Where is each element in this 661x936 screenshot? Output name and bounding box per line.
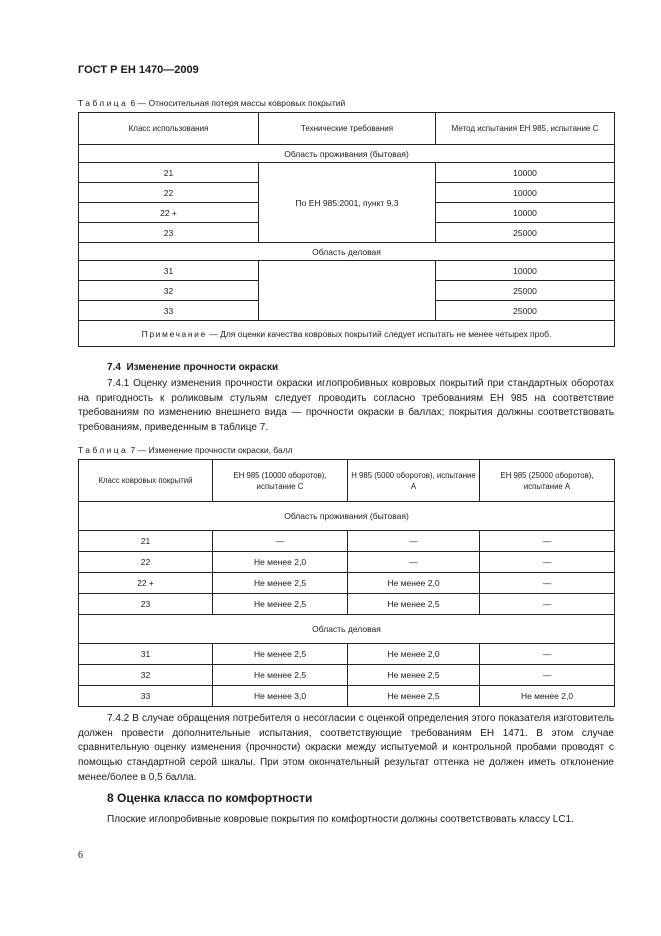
table7-cell: —: [480, 552, 615, 573]
table6-cell: 10000: [436, 183, 615, 203]
table7-cell: —: [480, 644, 615, 665]
paragraph-7-4-2: 7.4.2 В случае обращения потребителя о несогласии с оценкой определения этого показателя изготовитель должен провести дополнительные испытания, соответствующие требованиям ЕН 1471. В этом случае сравнительную оценку изменения (прочности) окраски между испытуемой и контрольной пробами проводят с помощью стандартной серой шкалы. При этом окончательный результат оттенка не должен иметь отклонение менее/более в 0,5 балла.: [78, 713, 614, 783]
page-number: 6: [78, 850, 83, 861]
table6-cell: 25000: [436, 223, 615, 243]
table6-section-business: Область деловая: [79, 243, 615, 261]
table6-section-living: Область проживания (бытовая): [79, 145, 615, 163]
table7-cell: Не менее 2,0: [213, 552, 348, 573]
section-7-4-heading: [107, 362, 278, 373]
table6-note-word: Примечание: [141, 328, 207, 339]
table6-header-requirements: Технические требования: [259, 113, 436, 145]
table6-caption-text: 6 — Относительная потеря массы ковровых покрытий: [128, 98, 346, 108]
table7-cell: Не менее 2,5: [213, 594, 348, 615]
table6-cell: 31: [79, 261, 259, 281]
table6-header-class: Класс использования: [79, 113, 259, 145]
document-id: ГОСТ Р ЕН 1470—2009: [78, 64, 199, 76]
table6-cell: 33: [79, 301, 259, 321]
table6-caption: [78, 98, 345, 108]
paragraph-7-4-1: 7.4.1 Оценку изменения прочности окраски иглопробивных ковровых покрытий при стандартных оборотах на пригодность к роликовым стульям следует проводить согласно требованиям ЕН 985 на соответствие требованиям по изменению внешнего вида — прочности окраски в баллах; покрытия должны соответствовать требованиям, приведенным в таблице 7.: [78, 378, 614, 434]
table7-cell: —: [480, 665, 615, 686]
table7-cell: —: [348, 531, 480, 552]
table7-cell: Не менее 2,5: [348, 686, 480, 707]
table7-cell: Не менее 2,5: [348, 665, 480, 686]
table7-cell: —: [480, 594, 615, 615]
table6-cell: 21: [79, 163, 259, 183]
table6-cell: 25000: [436, 301, 615, 321]
table7-header-10000: ЕН 985 (10000 оборотов), испытание С: [213, 460, 348, 502]
table7-cell: Не менее 2,0: [348, 644, 480, 665]
table7-header-25000: ЕН 985 (25000 оборотов), испытание А: [480, 460, 615, 502]
table7-cell: 21: [79, 531, 213, 552]
table6-cell: 22: [79, 183, 259, 203]
table6-cell: 32: [79, 281, 259, 301]
table6-cell: 22 +: [79, 203, 259, 223]
section-7-4-title: Изменение прочности окраски: [126, 362, 279, 373]
table7-cell: Не менее 3,0: [213, 686, 348, 707]
table7-caption-word: Таблица: [78, 445, 129, 455]
table7-cell: Не менее 2,0: [348, 573, 480, 594]
table7-section-business: Область деловая: [79, 615, 615, 644]
table7-cell: —: [348, 552, 480, 573]
table7-header-class: Класс ковровых покрытий: [79, 460, 213, 502]
table6-cell: 23: [79, 223, 259, 243]
table6: [78, 112, 615, 347]
table7-cell: 32: [79, 665, 213, 686]
table7-cell: 23: [79, 594, 213, 615]
table7-cell: 33: [79, 686, 213, 707]
table7-header-5000: Н 985 (5000 оборотов), испытание А: [348, 460, 480, 502]
table6-cell: 10000: [436, 203, 615, 223]
table6-caption-word: Таблица: [78, 98, 129, 108]
section-7-4-number: 7.4: [107, 362, 121, 373]
table7-cell: Не менее 2,5: [213, 665, 348, 686]
paragraph-section-8: Плоские иглопробивные ковровые покрытия по комфортности должны соответствовать классу LC1.: [107, 814, 574, 825]
table6-note-text: — Для оценки качества ковровых покрытий следует испытать не менее четырех проб.: [206, 328, 552, 339]
table7-cell: 22 +: [79, 573, 213, 594]
section-8-heading: 8 Оценка класса по комфортности: [107, 791, 313, 805]
table7-cell: Не менее 2,5: [213, 644, 348, 665]
table7-section-living: Область проживания (бытовая): [79, 502, 615, 531]
table7-caption-text: 7 — Изменение прочности окраски, балл: [128, 445, 293, 455]
table7-cell: Не менее 2,0: [480, 686, 615, 707]
table7-caption: [78, 445, 293, 455]
table7-cell: Не менее 2,5: [348, 594, 480, 615]
table7-cell: Не менее 2,5: [213, 573, 348, 594]
table6-note: [79, 321, 615, 347]
table7-cell: 22: [79, 552, 213, 573]
table7-cell: 31: [79, 644, 213, 665]
table6-cell: 10000: [436, 261, 615, 281]
table7-cell: —: [213, 531, 348, 552]
table7-cell: —: [480, 573, 615, 594]
table6-header-method: Метод испытания ЕН 985, испытание С: [436, 113, 615, 145]
table6-empty-cell: [259, 261, 436, 321]
table6-requirement: По ЕН 985:2001, пункт 9.3: [259, 163, 436, 243]
table6-cell: 25000: [436, 281, 615, 301]
table6-cell: 10000: [436, 163, 615, 183]
table7: [78, 459, 615, 707]
table7-cell: —: [480, 531, 615, 552]
